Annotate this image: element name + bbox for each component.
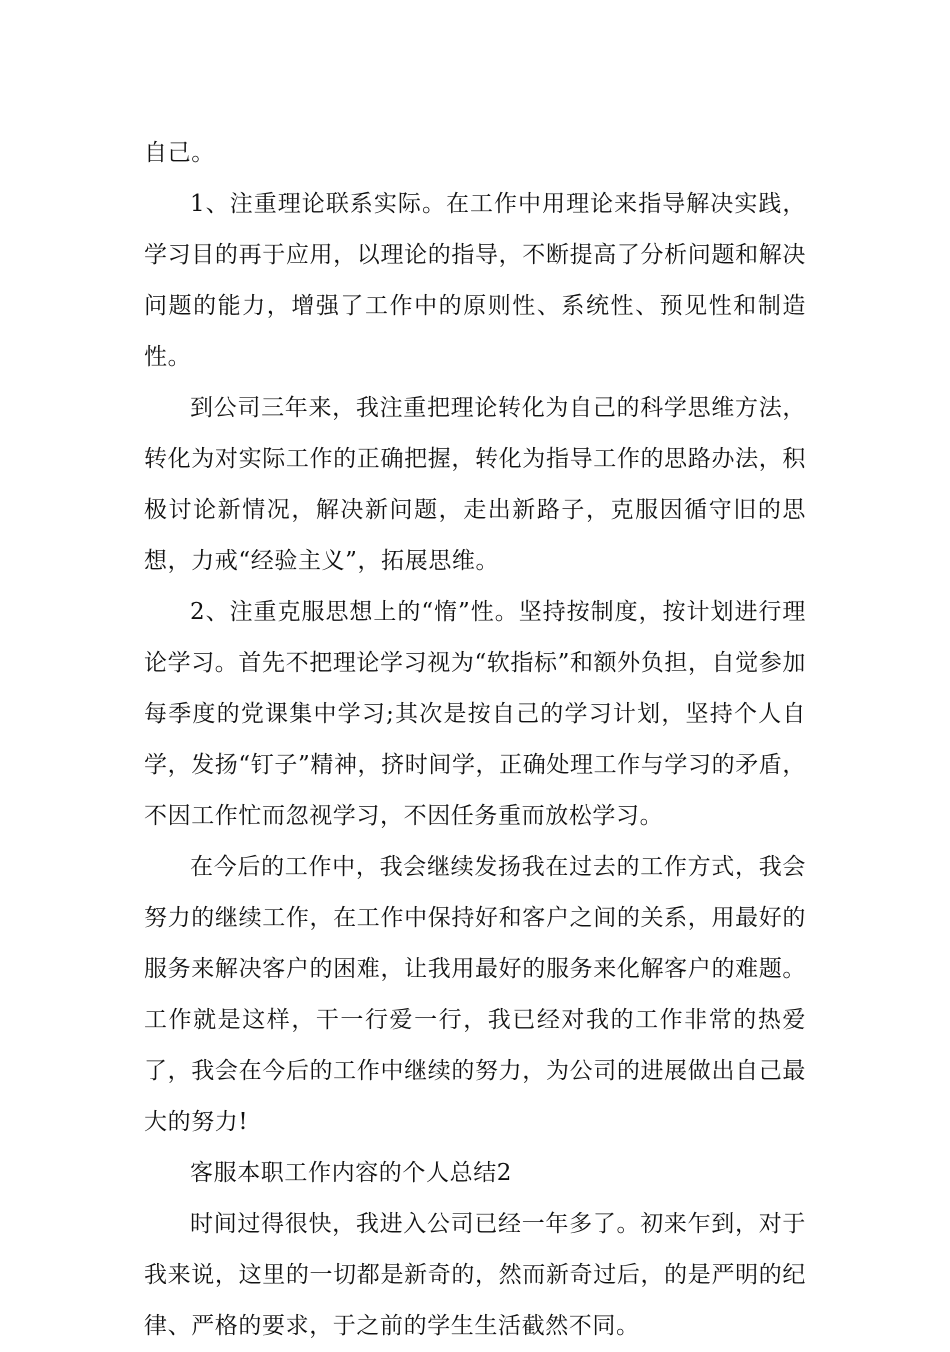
- paragraph-theory-practice: 1、注重理论联系实际。在工作中用理论来指导解决实践，学习目的再于应用，以理论的指导，不断提高了分析问题和解决问题的能力，增强了工作中的原则性、系统性、预见性和制造性。: [144, 191, 806, 370]
- paragraph-time-passes: 时间过得很快，我进入公司已经一年多了。初来乍到，对于我来说，这里的一切都是新奇的，然而新奇过后，的是严明的纪律、严格的要求，于之前的学生生活截然不同。: [144, 1211, 806, 1339]
- paragraph-continuation: 自己。: [144, 140, 215, 166]
- paragraph-three-years: 到公司三年来，我注重把理论转化为自己的科学思维方法，转化为对实际工作的正确把握，转化为指导工作的思路办法，积极讨论新情况，解决新问题，走出新路子，克服因循守旧的思想，力戒“经验主义”，拓展思维。: [144, 395, 806, 574]
- document-page: [144, 128, 806, 1352]
- paragraph-overcome-laziness: 2、注重克服思想上的“惰”性。坚持按制度，按计划进行理论学习。首先不把理论学习视为“软指标”和额外负担，自觉参加每季度的党课集中学习;其次是按自己的学习计划，坚持个人自学，发扬“钉子”精神，挤时间学，正确处理工作与学习的矛盾，不因工作忙而忽视学习，不因任务重而放松学习。: [144, 599, 806, 829]
- paragraph-future-work: 在今后的工作中，我会继续发扬我在过去的工作方式，我会努力的继续工作，在工作中保持好和客户之间的关系，用最好的服务来解决客户的困难，让我用最好的服务来化解客户的难题。工作就是这样，干一行爱一行，我已经对我的工作非常的热爱了，我会在今后的工作中继续的努力，为公司的进展做出自己最大的努力!: [144, 854, 806, 1135]
- section-heading: 客服本职工作内容的个人总结2: [190, 1160, 513, 1186]
